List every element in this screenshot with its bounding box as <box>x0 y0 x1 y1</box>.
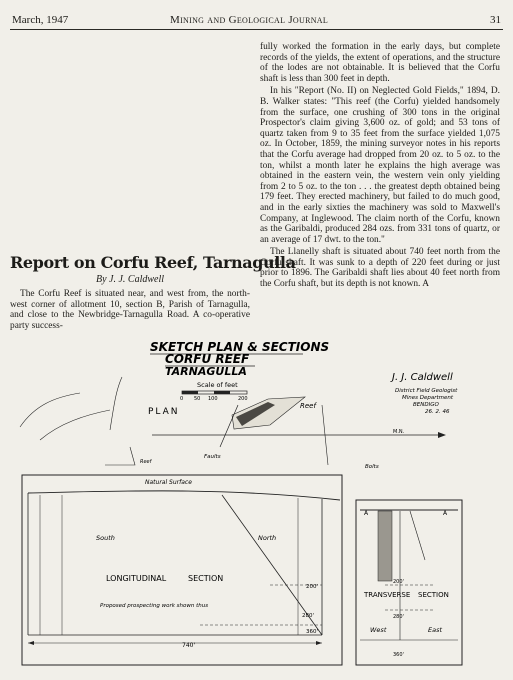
south-label: South <box>96 534 115 542</box>
west-label: West <box>370 626 387 634</box>
label-a: A <box>364 510 369 517</box>
plan-faults: Faults <box>204 454 221 460</box>
scale-bar <box>182 391 247 394</box>
signature: J. J. Caldwell <box>392 372 453 383</box>
scale-label: Scale of feet <box>197 381 238 389</box>
long-section-label-2: SECTION <box>188 574 224 583</box>
figure-location: TARNAGULLA <box>165 365 247 378</box>
right-column <box>260 42 500 292</box>
paragraph: The Llanelly shaft is situated about 740 feet north from the Corfu shaft. It was sunk to a depth of 220 feet during or just prior to 1896. The Garibaldi shaft lies about 40 feet north from the Corfu shaft, but its depth is not known. A <box>260 247 500 290</box>
natural-surface-label: Natural Surface <box>145 479 192 486</box>
label-a: A <box>443 510 448 517</box>
plan-reef: Reef <box>300 402 316 410</box>
transverse-label: TRANSVERSE <box>364 591 411 599</box>
plan-label: PLAN <box>148 407 180 417</box>
left-column <box>10 289 250 333</box>
signature-role: District Field Geologist <box>395 388 458 394</box>
figure-subtitle: CORFU REEF <box>165 352 250 366</box>
depth-280: 280' <box>302 613 315 619</box>
signature-dept: Mines Department <box>402 395 454 401</box>
scale-tick: 200 <box>238 396 248 402</box>
length-740: 740' <box>182 642 196 649</box>
t-depth-280: 280' <box>393 614 404 620</box>
scale-tick: 50 <box>194 396 201 402</box>
plan-mn: M.N. <box>393 429 405 435</box>
signature-date: 26. 2. 46 <box>425 409 450 415</box>
prospecting-note: Proposed prospecting work shown thus <box>100 603 209 609</box>
t-depth-200: 200' <box>393 579 404 585</box>
page-number: 31 <box>490 14 501 26</box>
article-title: Report on Corfu Reef, Tarnagulla <box>10 253 296 272</box>
header-rule <box>10 29 503 30</box>
t-depth-360: 360' <box>393 652 404 658</box>
depth-360: 360' <box>306 629 319 635</box>
paragraph: In his "Report (No. II) on Neglected Gold Fields," 1894, D. B. Walker states: "This reef (the Corfu) yielded handsomely from the surface, one crushing of 300 tons in the original Prospector's claim giving 3,600 oz. of gold; and 53 tons of quartz taken from 9 to 35 feet from the surface yielded 1,075 oz. In October, 1859, the mining surveyor notes in his reports that the Corfu average had dropped from 20 oz. to 5 oz. to the ton, whilst a month later he explains the high average was obtained in the eastern vein, the western vein only yielding from 2 to 5 oz. to the ton . . . the greatest depth obtained being 179 feet. They erected machinery, but failed to do much good, and in the early sixties the machinery was sold to Maxwell's Company, at Inglewood. The claim north of the Corfu, known as the Garibaldi, produced 284 ozs. from 331 tons of quartz, or an average of 17 dwt. to the ton." <box>260 86 500 245</box>
long-section-label: LONGITUDINAL <box>106 574 167 583</box>
plan-reef-faults: Reef <box>140 459 152 465</box>
paragraph: The Corfu Reef is situated near, and west from, the north-west corner of allotment 10, section B, Parish of Tarnagulla, and close to the Newbridge-Tarnagulla Road. A co-operative party success- <box>10 289 250 331</box>
figure-title: SKETCH PLAN & SECTIONS <box>150 340 330 354</box>
signature-place: BENDIGO <box>413 402 439 408</box>
transverse-label-2: SECTION <box>418 591 449 599</box>
byline: By J. J. Caldwell <box>95 274 165 285</box>
journal-title: Mining and Geological Journal <box>170 14 329 26</box>
east-label: East <box>428 626 443 634</box>
transverse-section <box>360 510 458 640</box>
issue-date: March, 1947 <box>12 14 69 26</box>
north-label: North <box>258 534 277 542</box>
scale-tick: 0 <box>180 396 184 402</box>
longitudinal-section <box>28 491 340 645</box>
paragraph: fully worked the formation in the early days, but complete records of the yields, the extent of operations, and the structure of the lodes are not obtainable. It is believed that the Corfu shaft is less than 300 feet in depth. <box>260 42 500 84</box>
sketch-figure <box>0 335 513 680</box>
scale-tick: 100 <box>208 396 218 402</box>
depth-200: 200' <box>306 584 319 590</box>
plan-bolts: Bolts <box>365 464 379 470</box>
